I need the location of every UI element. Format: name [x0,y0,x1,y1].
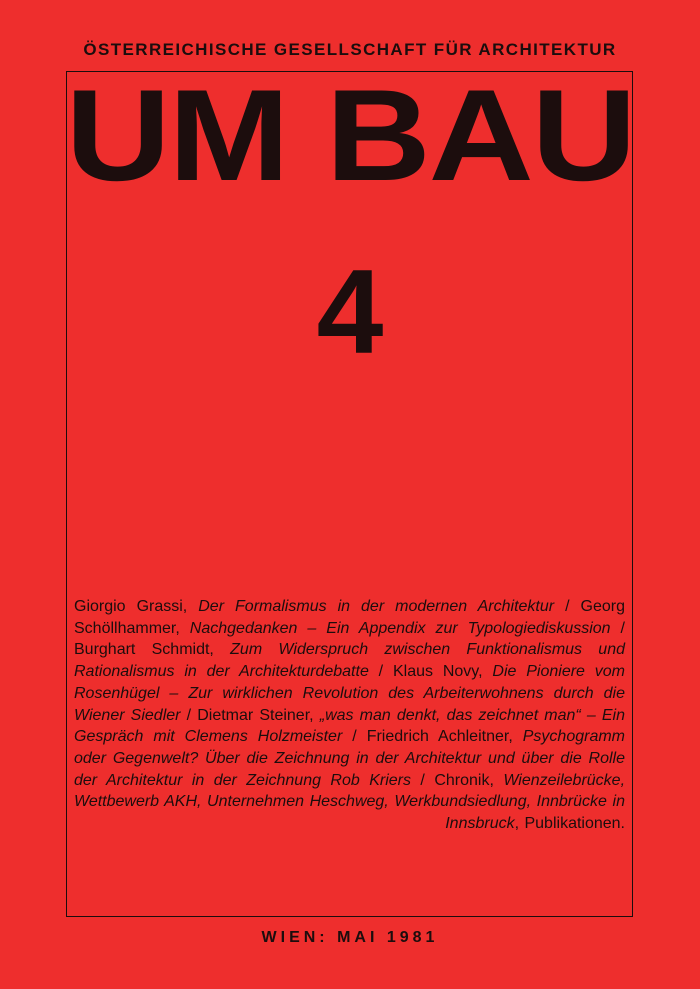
place-date-footer: WIEN: MAI 1981 [261,929,439,946]
contents-author: Giorgio Grassi, [74,598,199,615]
contents-separator: / [411,771,435,789]
contents-separator: / [368,663,393,681]
contents-author: Friedrich Achleitner, [366,728,523,746]
contents-author: Burghart Schmidt, [74,641,231,659]
issue-number: 4 [316,245,384,379]
contents-title: Wienzeilebrücke, Wettbewerb AKH, Unternehmen Heschweg, Werkbundsiedlung, Innbrücke in Innsbruck [74,771,626,833]
contents-title: Nachgedanken – Ein Appendix zur Typologiediskussion [189,619,611,637]
contents-author: Klaus Novy, [392,663,493,681]
contents-title: Der Formalismus in der modernen Architektur [198,598,555,615]
contents-separator: / [554,598,581,615]
contents-title: Die Pioniere vom Rosenhügel – Zur wirklichen Revolution des Arbeiterwohnens durch die Wiener Siedler [74,663,626,724]
contents-author: Publikationen. [524,815,625,833]
publisher-line: ÖSTERREICHISCHE GESELLSCHAFT FÜR ARCHITEKTUR [83,40,617,59]
contents-title: Zum Widerspruch zwischen Funktionalismus und Rationalismus in der Architekturdebatte [74,641,626,681]
table-of-contents [74,596,625,835]
contents-separator: / [180,706,198,724]
contents-author: Dietmar Steiner, [197,706,320,724]
contents-separator: / [610,619,625,637]
masthead-title: UM BAU [65,62,635,208]
contents-author: Chronik, [434,771,504,789]
contents-separator: / [342,728,367,746]
contents-separator: , [514,815,525,833]
contents-title: Psychogramm oder Gegenwelt? Über die Zeichnung in der Architektur und über die Rolle der Architektur in der Zeichnung Rob Kriers [74,728,625,789]
contents-title: „was man denkt, das zeichnet man“ – Ein Gespräch mit Clemens Holzmeister [74,706,626,746]
contents-author: Georg Schöllhammer, [74,598,626,637]
